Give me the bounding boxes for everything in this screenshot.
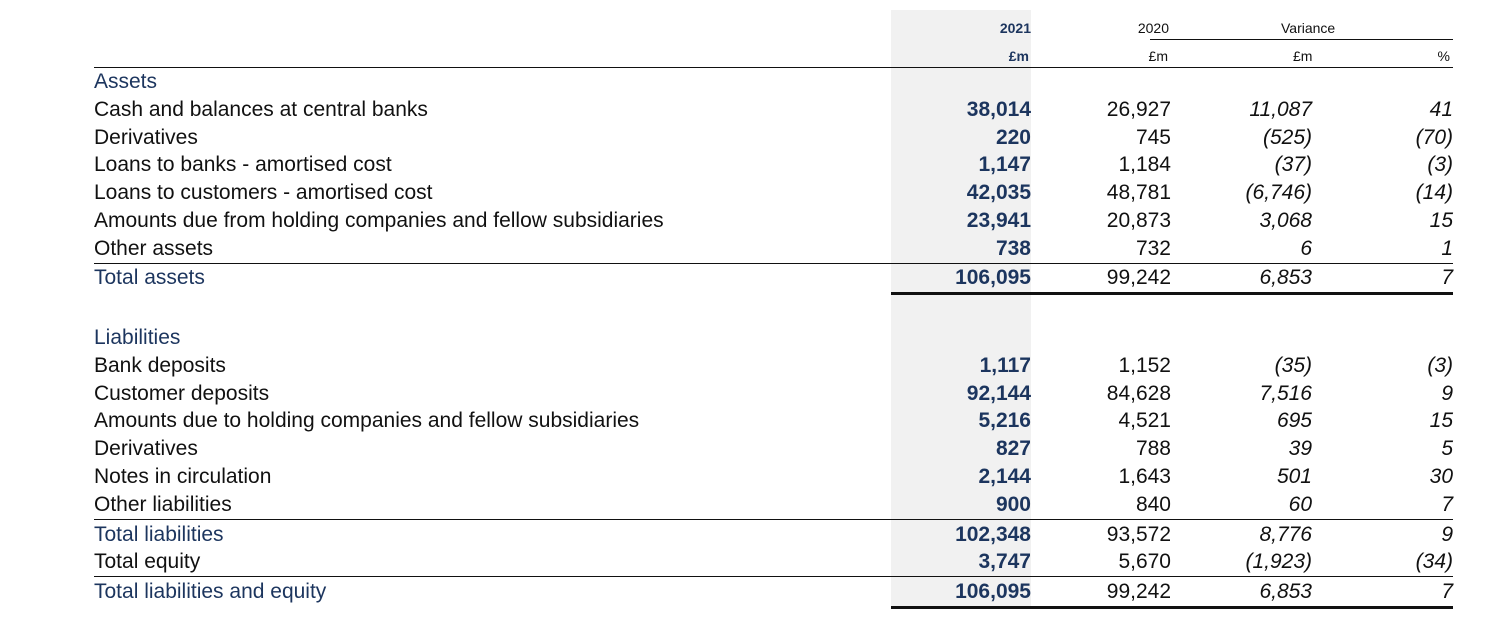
value-2021: 827 — [995, 437, 1031, 460]
value-variance: 60 — [1288, 493, 1312, 516]
value-variance: (525) — [1262, 126, 1312, 149]
value-variance: (35) — [1274, 354, 1312, 377]
value-variance-pct: 15 — [1429, 209, 1453, 232]
header-2020: 2020 — [1137, 20, 1169, 36]
value-variance: 11,087 — [1249, 98, 1312, 121]
value-2020: 99,242 — [1106, 266, 1171, 289]
value-variance: 8,776 — [1259, 523, 1312, 546]
value-2020: 840 — [1135, 493, 1171, 516]
value-variance: (1,923) — [1245, 550, 1312, 573]
value-2021: 1,147 — [978, 153, 1031, 176]
value-2020: 93,572 — [1106, 523, 1171, 546]
row-label: Total assets — [94, 266, 205, 289]
value-2020: 1,184 — [1118, 153, 1171, 176]
row-label: Loans to customers - amortised cost — [94, 181, 433, 204]
header-2021: 2021 — [999, 20, 1031, 36]
row-label: Other assets — [94, 237, 214, 260]
value-variance-pct: 41 — [1429, 98, 1453, 121]
value-variance-pct: 1 — [1441, 237, 1453, 260]
assets-total-rule — [891, 292, 1453, 295]
value-2021: 38,014 — [966, 98, 1031, 121]
value-2021: 2,144 — [978, 465, 1031, 488]
row-label: Derivatives — [94, 437, 198, 460]
value-variance: (37) — [1274, 153, 1312, 176]
value-2021: 738 — [995, 237, 1031, 260]
value-variance-pct: 7 — [1441, 493, 1453, 516]
row-label: Other liabilities — [94, 493, 232, 516]
value-variance: 501 — [1276, 465, 1312, 488]
value-variance-pct: (3) — [1427, 354, 1453, 377]
assets-section-title: Assets — [94, 70, 158, 93]
value-2020: 4,521 — [1118, 409, 1171, 432]
row-label: Loans to banks - amortised cost — [94, 153, 392, 176]
liabilities-subtotal-rule — [94, 519, 1453, 520]
equity-subtotal-rule — [94, 576, 1453, 577]
header-variance: Variance — [1281, 20, 1336, 36]
value-variance-pct: 9 — [1441, 382, 1453, 405]
value-2020: 5,670 — [1118, 550, 1171, 573]
header-2020-unit: £m — [1148, 48, 1168, 64]
assets-subtotal-rule — [94, 263, 1453, 264]
value-variance-pct: (70) — [1415, 126, 1453, 149]
value-2020: 20,873 — [1106, 209, 1171, 232]
row-label: Derivatives — [94, 126, 198, 149]
value-2020: 732 — [1135, 237, 1171, 260]
value-variance-pct: (3) — [1427, 153, 1453, 176]
value-2020: 1,152 — [1118, 354, 1171, 377]
value-variance: 7,516 — [1259, 382, 1312, 405]
liabilities-section-title: Liabilities — [94, 326, 181, 349]
value-variance: 3,068 — [1259, 209, 1312, 232]
value-2021: 220 — [995, 126, 1031, 149]
value-variance: 6,853 — [1259, 580, 1312, 603]
value-2020: 48,781 — [1106, 181, 1171, 204]
value-2020: 84,628 — [1106, 382, 1171, 405]
row-label: Amounts due to holding companies and fellow subsidiaries — [94, 409, 640, 432]
header-2021-unit: £m — [1008, 48, 1029, 64]
value-2021: 92,144 — [966, 382, 1031, 405]
row-label: Amounts due from holding companies and fellow subsidiaries — [94, 209, 664, 232]
value-2021: 3,747 — [978, 550, 1031, 573]
row-label: Customer deposits — [94, 382, 270, 405]
value-2020: 26,927 — [1106, 98, 1171, 121]
row-label: Cash and balances at central banks — [94, 98, 428, 121]
value-2021: 106,095 — [955, 266, 1031, 289]
value-2021: 42,035 — [966, 181, 1031, 204]
value-variance-pct: 7 — [1441, 266, 1453, 289]
value-variance-pct: 15 — [1429, 409, 1453, 432]
value-2021: 900 — [995, 493, 1031, 516]
value-variance-pct: 7 — [1441, 580, 1453, 603]
value-variance-pct: 5 — [1441, 437, 1453, 460]
value-variance-pct: 9 — [1441, 523, 1453, 546]
header-variance-pct: % — [1437, 48, 1450, 64]
value-variance: 695 — [1276, 409, 1312, 432]
value-2021: 5,216 — [978, 409, 1031, 432]
row-label: Total liabilities and equity — [94, 580, 327, 603]
value-2021: 106,095 — [955, 580, 1031, 603]
value-2020: 745 — [1135, 126, 1171, 149]
value-variance: 6 — [1300, 237, 1312, 260]
value-variance: 6,853 — [1259, 266, 1312, 289]
variance-header-rule — [1150, 39, 1453, 40]
header-variance-unit: £m — [1293, 48, 1313, 64]
grand-total-rule — [891, 606, 1453, 609]
value-2021: 1,117 — [979, 354, 1031, 377]
value-variance-pct: (14) — [1415, 181, 1453, 204]
value-variance: (6,746) — [1245, 181, 1312, 204]
value-variance-pct: (34) — [1415, 550, 1453, 573]
row-label: Total liabilities — [94, 523, 224, 546]
header-bottom-rule — [94, 67, 1453, 68]
value-variance: 39 — [1288, 437, 1312, 460]
value-2020: 1,643 — [1118, 465, 1171, 488]
row-label: Bank deposits — [94, 354, 226, 377]
value-2020: 99,242 — [1106, 580, 1171, 603]
row-label: Notes in circulation — [94, 465, 272, 488]
value-2021: 23,941 — [966, 209, 1031, 232]
value-2021: 102,348 — [955, 523, 1031, 546]
value-variance-pct: 30 — [1429, 465, 1453, 488]
value-2020: 788 — [1135, 437, 1171, 460]
row-label: Total equity — [94, 550, 201, 573]
